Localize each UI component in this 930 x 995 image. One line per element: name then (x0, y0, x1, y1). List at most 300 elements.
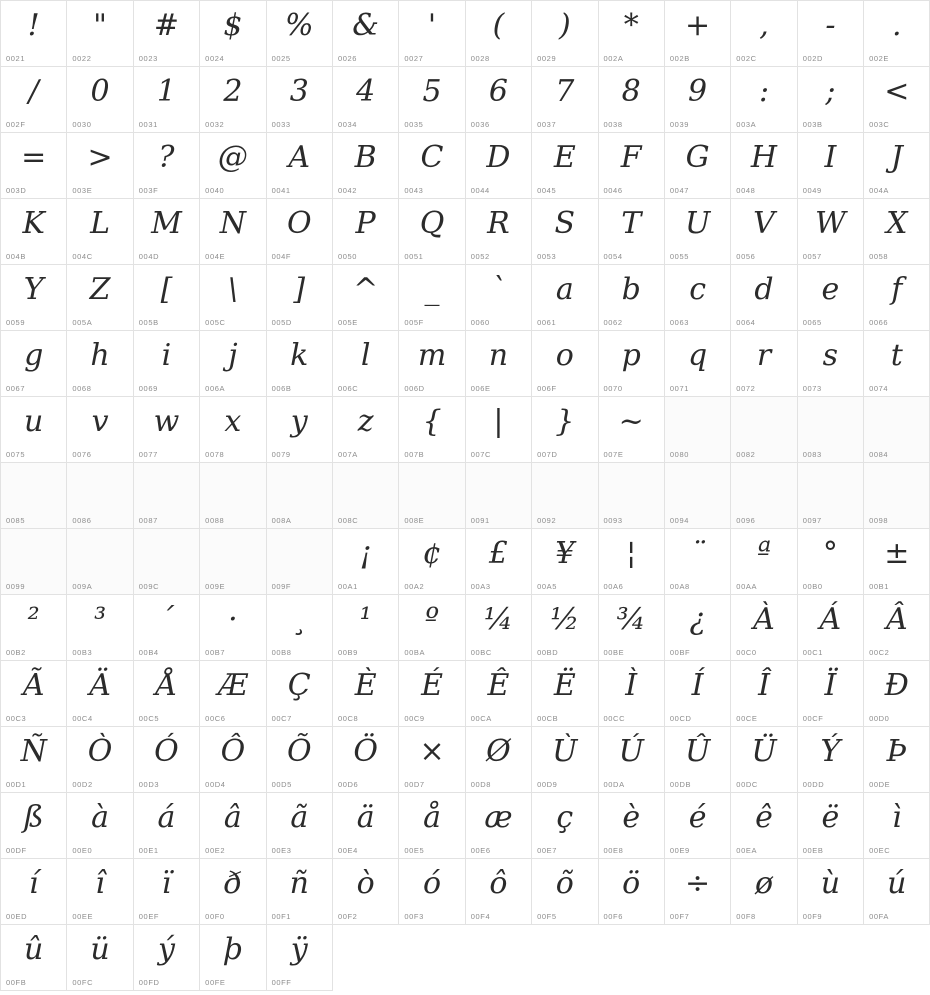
glyph-cell[interactable] (665, 793, 731, 859)
glyph-cell[interactable] (864, 661, 930, 727)
glyph-cell[interactable] (399, 595, 465, 661)
glyph-cell[interactable] (134, 331, 200, 397)
glyph-cell[interactable] (267, 859, 333, 925)
glyph-character: p (621, 338, 641, 373)
glyph-character: È (354, 668, 377, 703)
glyph-character: B (354, 140, 377, 175)
glyph-cell[interactable] (466, 67, 532, 133)
glyph-cell[interactable] (134, 199, 200, 265)
glyph-unicode-code: 0032 (205, 120, 225, 129)
glyph-unicode-code: 003B (802, 120, 823, 129)
glyph-cell[interactable] (864, 67, 930, 133)
glyph-cell[interactable] (267, 397, 333, 463)
glyph-unicode-code: 00F4 (470, 912, 491, 921)
glyph-cell[interactable] (67, 529, 133, 595)
glyph-cell[interactable] (134, 463, 200, 529)
glyph-cell[interactable] (798, 859, 864, 925)
glyph-cell[interactable] (864, 1, 930, 67)
glyph-character: V (753, 206, 775, 241)
glyph-cell[interactable] (200, 133, 266, 199)
glyph-character: è (622, 800, 641, 835)
glyph-character: Ä (89, 668, 111, 703)
glyph-cell[interactable] (665, 463, 731, 529)
glyph-cell[interactable] (731, 727, 797, 793)
glyph-cell[interactable] (399, 331, 465, 397)
glyph-cell[interactable] (466, 397, 532, 463)
glyph-cell[interactable] (134, 1, 200, 67)
glyph-cell[interactable] (798, 133, 864, 199)
glyph-unicode-code: 00C3 (6, 714, 27, 723)
glyph-cell[interactable] (731, 595, 797, 661)
glyph-cell[interactable] (466, 529, 532, 595)
glyph-cell[interactable] (731, 661, 797, 727)
glyph-cell[interactable] (333, 463, 399, 529)
glyph-cell[interactable] (333, 199, 399, 265)
glyph-cell[interactable] (665, 331, 731, 397)
glyph-cell[interactable] (1, 925, 67, 991)
glyph-cell[interactable] (864, 529, 930, 595)
glyph-cell[interactable] (532, 1, 598, 67)
glyph-character: ó (423, 866, 442, 901)
glyph-cell[interactable] (1, 859, 67, 925)
glyph-cell[interactable] (200, 199, 266, 265)
glyph-cell[interactable] (798, 595, 864, 661)
glyph-character (200, 465, 265, 511)
glyph-unicode-code: 0028 (470, 54, 490, 63)
glyph-cell[interactable] (267, 529, 333, 595)
glyph-cell[interactable] (1, 67, 67, 133)
glyph-cell[interactable] (67, 67, 133, 133)
glyph-unicode-code: 00CF (802, 714, 824, 723)
glyph-cell[interactable] (864, 463, 930, 529)
glyph-cell[interactable] (267, 331, 333, 397)
glyph-cell[interactable] (731, 331, 797, 397)
glyph-cell[interactable] (67, 793, 133, 859)
glyph-cell[interactable] (399, 661, 465, 727)
glyph-character: & (352, 8, 379, 43)
glyph-cell[interactable] (599, 859, 665, 925)
glyph-cell[interactable] (1, 727, 67, 793)
glyph-cell[interactable] (665, 199, 731, 265)
glyph-cell[interactable] (665, 265, 731, 331)
glyph-cell[interactable] (200, 1, 266, 67)
glyph-cell[interactable] (67, 595, 133, 661)
glyph-cell[interactable] (599, 727, 665, 793)
glyph-cell[interactable] (466, 793, 532, 859)
glyph-unicode-code: 00C1 (802, 648, 824, 657)
glyph-unicode-code: 0077 (138, 450, 158, 459)
glyph-unicode-code: 003D (6, 186, 27, 195)
glyph-cell[interactable] (864, 265, 930, 331)
glyph-unicode-code: 00C7 (271, 714, 292, 723)
glyph-cell[interactable] (532, 727, 598, 793)
glyph-character (200, 531, 265, 577)
glyph-character: Ó (154, 734, 179, 769)
glyph-character: l (360, 338, 371, 373)
glyph-cell[interactable] (532, 265, 598, 331)
glyph-unicode-code: 0094 (669, 516, 689, 525)
glyph-character: ÷ (685, 866, 711, 901)
glyph-cell[interactable] (798, 727, 864, 793)
glyph-cell[interactable] (399, 859, 465, 925)
glyph-cell[interactable] (1, 199, 67, 265)
glyph-cell[interactable] (798, 463, 864, 529)
glyph-cell[interactable] (864, 331, 930, 397)
glyph-cell[interactable] (599, 331, 665, 397)
glyph-character (1, 531, 66, 577)
glyph-cell[interactable] (200, 727, 266, 793)
glyph-character: C (420, 140, 444, 175)
glyph-cell[interactable] (466, 661, 532, 727)
glyph-cell[interactable] (599, 529, 665, 595)
glyph-cell[interactable] (532, 859, 598, 925)
glyph-character: h (90, 338, 110, 373)
glyph-cell[interactable] (67, 199, 133, 265)
glyph-cell[interactable] (731, 529, 797, 595)
glyph-cell[interactable] (1, 463, 67, 529)
glyph-unicode-code: 00EA (736, 846, 758, 855)
glyph-cell[interactable] (731, 463, 797, 529)
glyph-cell[interactable] (599, 199, 665, 265)
glyph-unicode-code: 005F (404, 318, 424, 327)
glyph-cell[interactable] (665, 397, 731, 463)
glyph-cell[interactable] (67, 463, 133, 529)
glyph-cell[interactable] (532, 529, 598, 595)
glyph-character: Æ (217, 668, 248, 703)
glyph-cell[interactable] (134, 595, 200, 661)
glyph-unicode-code: 005C (205, 318, 226, 327)
glyph-character (731, 465, 796, 511)
glyph-cell[interactable] (67, 859, 133, 925)
glyph-cell[interactable] (134, 133, 200, 199)
glyph-cell[interactable] (333, 529, 399, 595)
glyph-unicode-code: 0046 (603, 186, 623, 195)
glyph-unicode-code: 00FE (205, 978, 226, 987)
glyph-unicode-code: 00E1 (138, 846, 159, 855)
glyph-unicode-code: 009A (72, 582, 93, 591)
glyph-unicode-code: 00E5 (404, 846, 425, 855)
glyph-character: [ (160, 272, 173, 307)
glyph-cell[interactable] (399, 463, 465, 529)
glyph-cell[interactable] (665, 859, 731, 925)
glyph-unicode-code: 00F7 (669, 912, 690, 921)
glyph-unicode-code: 00B0 (802, 582, 823, 591)
glyph-cell[interactable] (864, 727, 930, 793)
glyph-unicode-code: 0062 (603, 318, 623, 327)
glyph-cell[interactable] (67, 397, 133, 463)
glyph-cell[interactable] (200, 661, 266, 727)
glyph-unicode-code: 0025 (271, 54, 291, 63)
glyph-cell[interactable] (798, 397, 864, 463)
glyph-character: g (24, 338, 44, 373)
glyph-cell[interactable] (798, 793, 864, 859)
glyph-character: ´ (158, 602, 174, 637)
glyph-cell[interactable] (466, 265, 532, 331)
glyph-unicode-code: 0082 (736, 450, 756, 459)
glyph-cell[interactable] (399, 529, 465, 595)
glyph-cell[interactable] (532, 133, 598, 199)
glyph-character: 3 (289, 74, 309, 109)
glyph-cell[interactable] (599, 595, 665, 661)
glyph-cell[interactable] (731, 199, 797, 265)
glyph-cell[interactable] (333, 1, 399, 67)
glyph-cell[interactable] (333, 331, 399, 397)
glyph-cell[interactable] (466, 859, 532, 925)
glyph-unicode-code: 00B2 (6, 648, 26, 657)
glyph-cell[interactable] (267, 463, 333, 529)
glyph-cell[interactable] (134, 727, 200, 793)
glyph-character: N (219, 206, 246, 241)
glyph-character (134, 531, 199, 577)
glyph-cell[interactable] (1, 793, 67, 859)
glyph-character: : (758, 74, 770, 109)
glyph-cell[interactable] (798, 529, 864, 595)
glyph-unicode-code: 0021 (6, 54, 26, 63)
glyph-cell[interactable] (200, 397, 266, 463)
glyph-cell[interactable] (466, 463, 532, 529)
glyph-cell[interactable] (599, 67, 665, 133)
glyph-character: Ù (552, 734, 578, 769)
glyph-unicode-code: 00EF (138, 912, 160, 921)
glyph-cell[interactable] (599, 1, 665, 67)
glyph-cell[interactable] (333, 265, 399, 331)
glyph-unicode-code: 00CB (537, 714, 559, 723)
glyph-character: õ (555, 866, 574, 901)
glyph-cell[interactable] (67, 727, 133, 793)
glyph-cell[interactable] (399, 67, 465, 133)
glyph-cell[interactable] (267, 1, 333, 67)
glyph-cell[interactable] (864, 859, 930, 925)
glyph-cell[interactable] (1, 529, 67, 595)
glyph-cell[interactable] (1, 133, 67, 199)
glyph-character: # (153, 8, 180, 43)
glyph-cell[interactable] (200, 793, 266, 859)
glyph-cell[interactable] (665, 727, 731, 793)
glyph-cell[interactable] (134, 925, 200, 991)
glyph-cell[interactable] (200, 595, 266, 661)
glyph-cell[interactable] (333, 595, 399, 661)
glyph-cell[interactable] (466, 331, 532, 397)
glyph-cell[interactable] (599, 133, 665, 199)
glyph-unicode-code: 0026 (337, 54, 358, 63)
glyph-cell[interactable] (864, 595, 930, 661)
glyph-cell[interactable] (864, 199, 930, 265)
glyph-cell[interactable] (731, 1, 797, 67)
glyph-unicode-code: 003C (869, 120, 890, 129)
glyph-cell[interactable] (333, 133, 399, 199)
glyph-unicode-code: 0072 (736, 384, 756, 393)
glyph-cell[interactable] (798, 331, 864, 397)
glyph-cell[interactable] (798, 265, 864, 331)
glyph-character: ! (27, 8, 40, 43)
glyph-character (864, 399, 929, 445)
glyph-unicode-code: 0050 (337, 252, 358, 261)
glyph-cell[interactable] (67, 925, 133, 991)
glyph-cell[interactable] (532, 661, 598, 727)
glyph-cell[interactable] (798, 67, 864, 133)
glyph-cell[interactable] (399, 727, 465, 793)
glyph-cell[interactable] (134, 859, 200, 925)
glyph-character: Z (89, 272, 111, 307)
glyph-cell[interactable] (200, 529, 266, 595)
glyph-cell[interactable] (466, 1, 532, 67)
glyph-cell[interactable] (665, 595, 731, 661)
glyph-cell[interactable] (599, 661, 665, 727)
glyph-unicode-code: 0087 (138, 516, 158, 525)
glyph-cell[interactable] (67, 331, 133, 397)
glyph-unicode-code: 009C (138, 582, 160, 591)
glyph-cell[interactable] (731, 265, 797, 331)
glyph-character: Ï (824, 668, 837, 703)
glyph-cell[interactable] (134, 265, 200, 331)
glyph-cell[interactable] (466, 199, 532, 265)
glyph-cell[interactable] (200, 265, 266, 331)
glyph-unicode-code: 00E3 (271, 846, 292, 855)
glyph-cell[interactable] (333, 67, 399, 133)
glyph-character: k (290, 338, 309, 373)
glyph-cell[interactable] (134, 529, 200, 595)
glyph-cell[interactable] (333, 397, 399, 463)
glyph-unicode-code: 00BE (603, 648, 625, 657)
glyph-cell[interactable] (798, 1, 864, 67)
glyph-character: £ (488, 536, 508, 571)
glyph-unicode-code: 0035 (404, 120, 424, 129)
glyph-cell[interactable] (1, 331, 67, 397)
glyph-unicode-code: 004F (271, 252, 292, 261)
glyph-unicode-code: 00D6 (337, 780, 359, 789)
glyph-unicode-code: 00D9 (537, 780, 558, 789)
glyph-cell[interactable] (864, 397, 930, 463)
glyph-unicode-code: 0061 (537, 318, 557, 327)
glyph-cell[interactable] (798, 199, 864, 265)
glyph-cell[interactable] (599, 265, 665, 331)
glyph-unicode-code: 00E7 (537, 846, 558, 855)
glyph-unicode-code: 0034 (337, 120, 358, 129)
glyph-cell[interactable] (267, 595, 333, 661)
glyph-cell[interactable] (134, 793, 200, 859)
glyph-unicode-code: 007B (404, 450, 425, 459)
glyph-cell[interactable] (267, 199, 333, 265)
glyph-cell[interactable] (665, 529, 731, 595)
glyph-cell[interactable] (399, 1, 465, 67)
glyph-cell[interactable] (466, 595, 532, 661)
glyph-unicode-code: 003E (72, 186, 93, 195)
glyph-cell[interactable] (200, 463, 266, 529)
glyph-cell[interactable] (399, 265, 465, 331)
glyph-cell[interactable] (67, 265, 133, 331)
glyph-cell[interactable] (267, 265, 333, 331)
glyph-cell[interactable] (532, 397, 598, 463)
glyph-cell[interactable] (333, 727, 399, 793)
glyph-character: s (822, 338, 839, 373)
glyph-cell[interactable] (1, 1, 67, 67)
glyph-cell[interactable] (731, 133, 797, 199)
glyph-cell[interactable] (1, 595, 67, 661)
glyph-character: å (423, 800, 441, 835)
glyph-cell[interactable] (333, 661, 399, 727)
glyph-cell[interactable] (399, 199, 465, 265)
glyph-character: Ê (487, 668, 510, 703)
glyph-cell[interactable] (200, 859, 266, 925)
glyph-cell[interactable] (599, 397, 665, 463)
glyph-unicode-code: 0044 (470, 186, 490, 195)
glyph-cell[interactable] (1, 661, 67, 727)
glyph-cell[interactable] (731, 859, 797, 925)
glyph-cell[interactable] (532, 793, 598, 859)
glyph-cell[interactable] (864, 793, 930, 859)
glyph-cell[interactable] (200, 925, 266, 991)
glyph-unicode-code: 005D (271, 318, 292, 327)
glyph-cell[interactable] (665, 661, 731, 727)
glyph-unicode-code: 00D7 (404, 780, 425, 789)
glyph-cell[interactable] (599, 463, 665, 529)
glyph-character: ú (887, 866, 907, 901)
glyph-unicode-code: 00C2 (869, 648, 890, 657)
glyph-character: Ð (884, 668, 909, 703)
glyph-cell[interactable] (731, 397, 797, 463)
glyph-character (731, 399, 796, 445)
glyph-character: ¨ (690, 536, 706, 571)
glyph-cell[interactable] (67, 661, 133, 727)
glyph-cell[interactable] (200, 331, 266, 397)
glyph-cell[interactable] (333, 793, 399, 859)
glyph-cell[interactable] (267, 133, 333, 199)
glyph-cell[interactable] (731, 793, 797, 859)
glyph-cell[interactable] (267, 793, 333, 859)
glyph-cell[interactable] (466, 727, 532, 793)
glyph-cell[interactable] (134, 67, 200, 133)
glyph-cell[interactable] (267, 925, 333, 991)
glyph-character: Ú (618, 734, 644, 769)
glyph-unicode-code: 0054 (603, 252, 623, 261)
glyph-cell[interactable] (267, 661, 333, 727)
glyph-cell[interactable] (134, 397, 200, 463)
glyph-unicode-code: 0022 (72, 54, 92, 63)
glyph-cell[interactable] (532, 67, 598, 133)
glyph-cell[interactable] (399, 397, 465, 463)
glyph-cell[interactable] (798, 661, 864, 727)
glyph-unicode-code: 0085 (6, 516, 26, 525)
glyph-cell[interactable] (333, 859, 399, 925)
glyph-character: + (685, 8, 711, 43)
glyph-cell[interactable] (67, 1, 133, 67)
glyph-cell[interactable] (1, 265, 67, 331)
glyph-character: i (161, 338, 172, 373)
glyph-character: q (687, 338, 708, 373)
glyph-cell[interactable] (532, 463, 598, 529)
glyph-cell[interactable] (864, 133, 930, 199)
glyph-cell[interactable] (67, 133, 133, 199)
glyph-cell[interactable] (665, 1, 731, 67)
glyph-cell[interactable] (665, 133, 731, 199)
glyph-cell[interactable] (267, 67, 333, 133)
glyph-cell[interactable] (599, 793, 665, 859)
glyph-cell[interactable] (399, 133, 465, 199)
glyph-cell[interactable] (466, 133, 532, 199)
glyph-character: 9 (688, 74, 708, 109)
glyph-cell[interactable] (532, 331, 598, 397)
glyph-cell[interactable] (134, 661, 200, 727)
glyph-cell[interactable] (731, 67, 797, 133)
glyph-cell[interactable] (532, 199, 598, 265)
glyph-cell[interactable] (200, 67, 266, 133)
glyph-cell[interactable] (665, 67, 731, 133)
glyph-cell[interactable] (1, 397, 67, 463)
glyph-cell[interactable] (399, 793, 465, 859)
glyph-cell[interactable] (532, 595, 598, 661)
glyph-cell[interactable] (267, 727, 333, 793)
glyph-character: R (487, 206, 510, 241)
